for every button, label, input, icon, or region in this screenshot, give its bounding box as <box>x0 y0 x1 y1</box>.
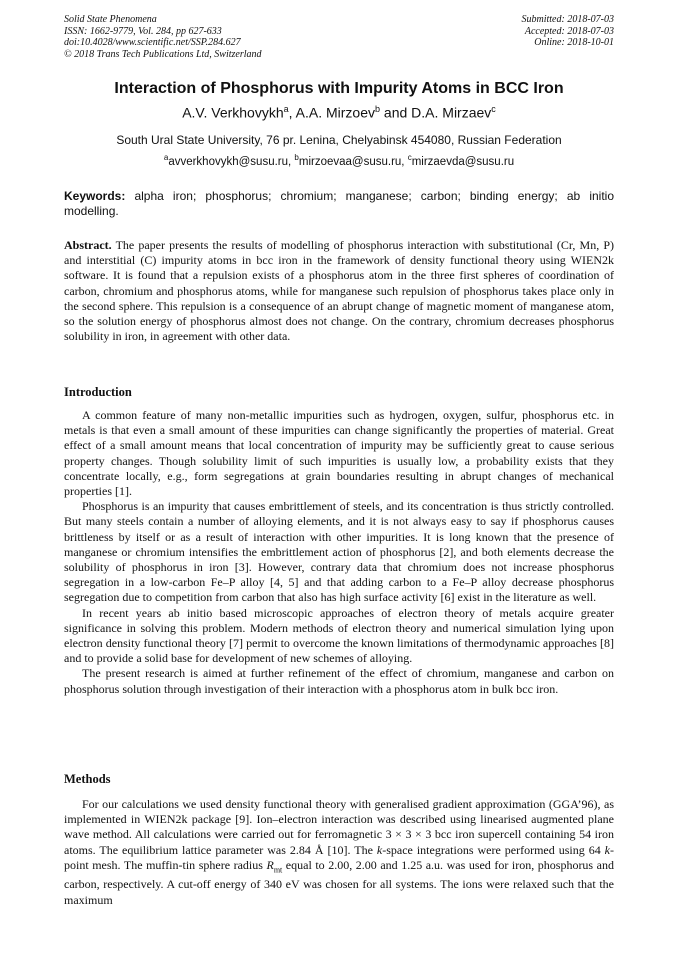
accepted-date: Accepted: 2018-07-03 <box>524 25 614 37</box>
email-mark: a <box>163 153 169 162</box>
author-list <box>0 104 678 121</box>
paragraph: The present research is aimed at further refinement of the effect of chromium, manganese and carbon on phosphorus solution through investigation of their interaction with a phosphorus atom in bulk bcc iron. <box>64 666 614 696</box>
rmt-subscript: mt <box>273 865 283 875</box>
author-name: A.V. Verkhovykh <box>182 104 284 121</box>
text-run: -space integrations were performed using 64 <box>382 842 605 857</box>
email-separator: , <box>288 155 295 168</box>
email-list <box>0 153 678 168</box>
rmt-symbol: R <box>266 857 274 872</box>
paragraph: In recent years ab initio based microscopic approaches of electron theory of metals acquire greater significance in solving this problem. Modern methods of electron theory and numerical simulation lying upon electron density functional theory [7] permit to overcome the known limitations of thermodynamic approaches [8] and to provide a solid base for development of new schemes of alloying. <box>64 605 614 666</box>
author-affil-mark: b <box>375 104 381 114</box>
italic-k: k <box>604 842 610 857</box>
paper-title: Interaction of Phosphorus with Impurity Atoms in BCC Iron <box>114 80 564 97</box>
paragraph: Phosphorus is an impurity that causes embrittlement of steels, and its concentration is thus strictly controlled. But many steels contain a number of alloying elements, and it is not always easy to say if phosphorus causes brittleness by itself or as a result of interaction with other impurities. It is long known that the presence of manganese or chromium intensifies the embrittlement action of phosphorus [2], and both elements decrease the solubility of phosphorus in iron [3]. However, contrary data that chromium does not increase phosphorus segregation in a low-carbon Fe–P alloy [4, 5] and that adding carbon to a Fe–P alloy decrease phosphorus segregation due to competition from carbon that also has high surface activity [6] exist in the literature as well. <box>64 499 614 605</box>
doi-line: doi:10.4028/www.scientific.net/SSP.284.627 <box>64 37 241 48</box>
author-affil-mark: a <box>283 104 289 114</box>
text-run: For our calculations we used density functional theory with generalised gradient approximation (GGA’96), as implemented in WIEN2k package [9]. Ion–electron interaction was described using linearised augmented plane wave method. All calculations were carried out for ferromagnetic 3 × 3 × 3 bcc iron supercell containing 54 iron atoms. The equilibrium lattice parameter was 2.84 Å [10]. The <box>64 797 614 857</box>
email-mark: c <box>407 153 412 162</box>
email-separator: , <box>401 155 408 168</box>
introduction-heading: Introduction <box>64 385 132 399</box>
keywords-block <box>64 189 614 219</box>
journal-info <box>64 14 262 60</box>
paragraph <box>64 797 614 908</box>
introduction-body <box>64 408 614 697</box>
abstract-block <box>64 238 614 344</box>
email-address[interactable]: mirzaevda@susu.ru <box>411 155 515 168</box>
journal-name: Solid State Phenomena <box>64 14 157 25</box>
publication-dates <box>522 14 615 49</box>
text-run: equal to 2.00, 2.00 and 1.25 a.u. was used for iron, phosphorus and carbon, respectively. A cut-off energy of 340 eV was chosen for all systems. The ions were relaxed such that the maximum <box>64 857 614 907</box>
author-separator: and <box>380 104 412 121</box>
email-address[interactable]: avverkhovykh@susu.ru <box>168 155 289 168</box>
online-date: Online: 2018-10-01 <box>534 37 614 48</box>
email-mark: b <box>294 153 299 162</box>
keywords-label: Keywords: <box>64 189 126 203</box>
affiliation: South Ural State University, 76 pr. Lenina, Chelyabinsk 454080, Russian Federation <box>116 133 562 147</box>
email-address[interactable]: mirzoevaa@susu.ru <box>298 155 402 168</box>
author-affil-mark: c <box>491 104 496 114</box>
methods-body <box>64 797 614 908</box>
issn-line: ISSN: 1662-9779, Vol. 284, pp 627-633 <box>64 25 222 37</box>
author-name: D.A. Mirzaev <box>411 104 492 121</box>
abstract-text: The paper presents the results of modelling of phosphorus interaction with substitutional (Cr, Mn, P) and interstitial (C) impurity atoms in bcc iron in the framework of density functional theory using WIEN2k software. It is found that a repulsion exists of a phosphorus atom in the three first spheres of coordination of carbon, chromium and phosphorus atoms, while for manganese such repulsion of phosphorus takes place only in the second sphere. This repulsion is a consequence of an abrupt change of magnetic moment of manganese atom, so the solution energy of phosphorus almost does not change. On the contrary, chromium decreases phosphorus solubility in iron, in agreement with other data. <box>64 238 614 344</box>
author-name: A.A. Mirzoev <box>295 104 376 121</box>
submitted-date: Submitted: 2018-07-03 <box>521 14 614 25</box>
italic-k: k <box>376 842 383 857</box>
copyright-line: © 2018 Trans Tech Publications Ltd, Switzerland <box>64 48 262 60</box>
methods-heading: Methods <box>64 772 111 786</box>
text-run: -point mesh. The muffin-tin sphere radius <box>64 842 614 872</box>
abstract-label: Abstract. <box>64 238 112 252</box>
keywords-text: alpha iron; phosphorus; chromium; manganese; carbon; binding energy; ab initio modelling. <box>64 189 614 218</box>
paragraph: A common feature of many non-metallic impurities such as hydrogen, oxygen, sulfur, phosphorus etc. in metals is that even a small amount of these impurities can change significantly the properties of material. Great effect of a small amount means that local concentration of impurity may be sufficiently great to cause serious property changes. Though solubility limit of such impurities is usually low, a probability exists that they concentrate locally, e.g., form segregations at grain boundaries resulting in abrupt changes of mechanical properties [1]. <box>64 408 614 499</box>
author-separator: , <box>288 104 296 121</box>
